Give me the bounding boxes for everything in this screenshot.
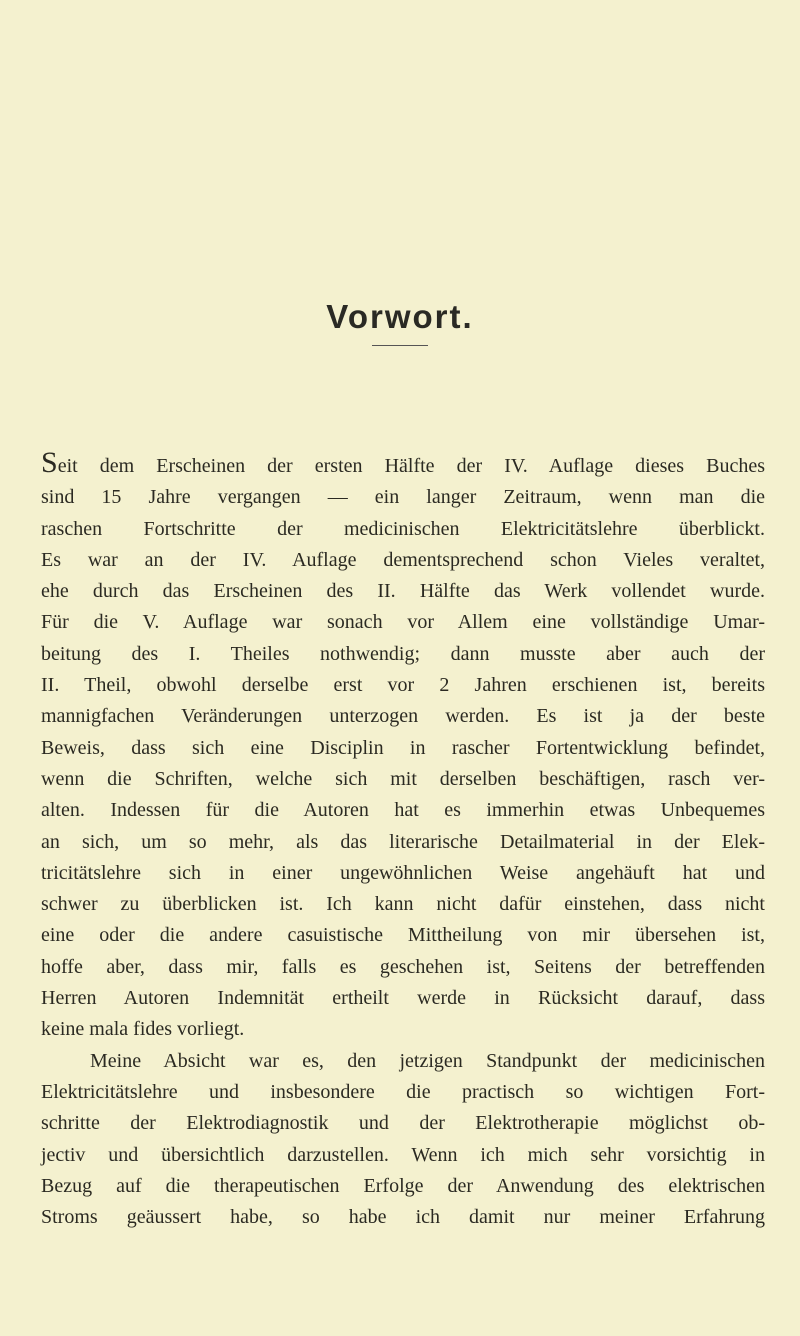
page-title: Vorwort. <box>326 298 474 335</box>
paragraph-2 <box>41 1046 765 1234</box>
text-line: Beweis, dass sich eine Disciplin in rascher Fortentwicklung befindet, <box>41 736 765 759</box>
text-line <box>41 446 765 482</box>
text-line: ehe durch das Erscheinen des II. Hälfte das Werk vollendet wurde. <box>41 580 765 603</box>
text-line: Herren Autoren Indemnität ertheilt werde in Rücksicht darauf, dass <box>41 987 765 1010</box>
paragraph-1 <box>41 482 765 1045</box>
text-line: jectiv und übersichtlich darzustellen. Wenn ich mich sehr vorsichtig in <box>41 1143 765 1166</box>
text-line: an sich, um so mehr, als das literarische Detailmaterial in der Elek- <box>41 830 765 853</box>
text-line: Für die V. Auflage war sonach vor Allem eine vollständige Umar- <box>41 611 765 634</box>
text-line: raschen Fortschritte der medicinischen Elektricitätslehre überblickt. <box>41 517 765 540</box>
text-line: eine oder die andere casuistische Mittheilung von mir übersehen ist, <box>41 924 765 947</box>
text-line: sind 15 Jahre vergangen — ein langer Zeitraum, wenn man die <box>41 486 765 509</box>
text-line: mannigfachen Veränderungen unterzogen werden. Es ist ja der beste <box>41 705 765 728</box>
text-line: Meine Absicht war es, den jetzigen Standpunkt der medicinischen <box>90 1049 765 1072</box>
text-line: schritte der Elektrodiagnostik und der Elektrotherapie möglichst ob- <box>41 1112 765 1135</box>
text-line: Bezug auf die therapeutischen Erfolge der Anwendung des elektrischen <box>41 1174 765 1197</box>
text-line: Es war an der IV. Auflage dementsprechend schon Vieles veraltet, <box>41 548 765 571</box>
text-line: Elektricitätslehre und insbesondere die practisch so wichtigen Fort- <box>41 1080 765 1103</box>
text-line: keine mala fides vorliegt. <box>41 1018 245 1041</box>
text-line: hoffe aber, dass mir, falls es geschehen ist, Seitens der betreffenden <box>41 955 765 978</box>
text-line: tricitätslehre sich in einer ungewöhnlichen Weise angehäuft hat und <box>41 861 765 884</box>
body-text <box>41 446 765 1233</box>
text-line: Stroms geäussert habe, so habe ich damit nur meiner Erfahrung <box>41 1206 765 1229</box>
drop-cap: S <box>41 446 58 479</box>
text-line-content: eit dem Erscheinen der ersten Hälfte der IV. Auflage dieses Buches <box>57 455 765 477</box>
text-line: wenn die Schriften, welche sich mit derselben beschäftigen, rasch ver- <box>41 767 765 790</box>
text-line: beitung des I. Theiles nothwendig; dann musste aber auch der <box>41 642 765 665</box>
title-divider <box>372 345 428 346</box>
text-line: schwer zu überblicken ist. Ich kann nicht dafür einstehen, dass nicht <box>41 893 765 916</box>
text-line: II. Theil, obwohl derselbe erst vor 2 Jahren erschienen ist, bereits <box>41 674 765 697</box>
text-line: alten. Indessen für die Autoren hat es immerhin etwas Unbequemes <box>41 799 765 822</box>
